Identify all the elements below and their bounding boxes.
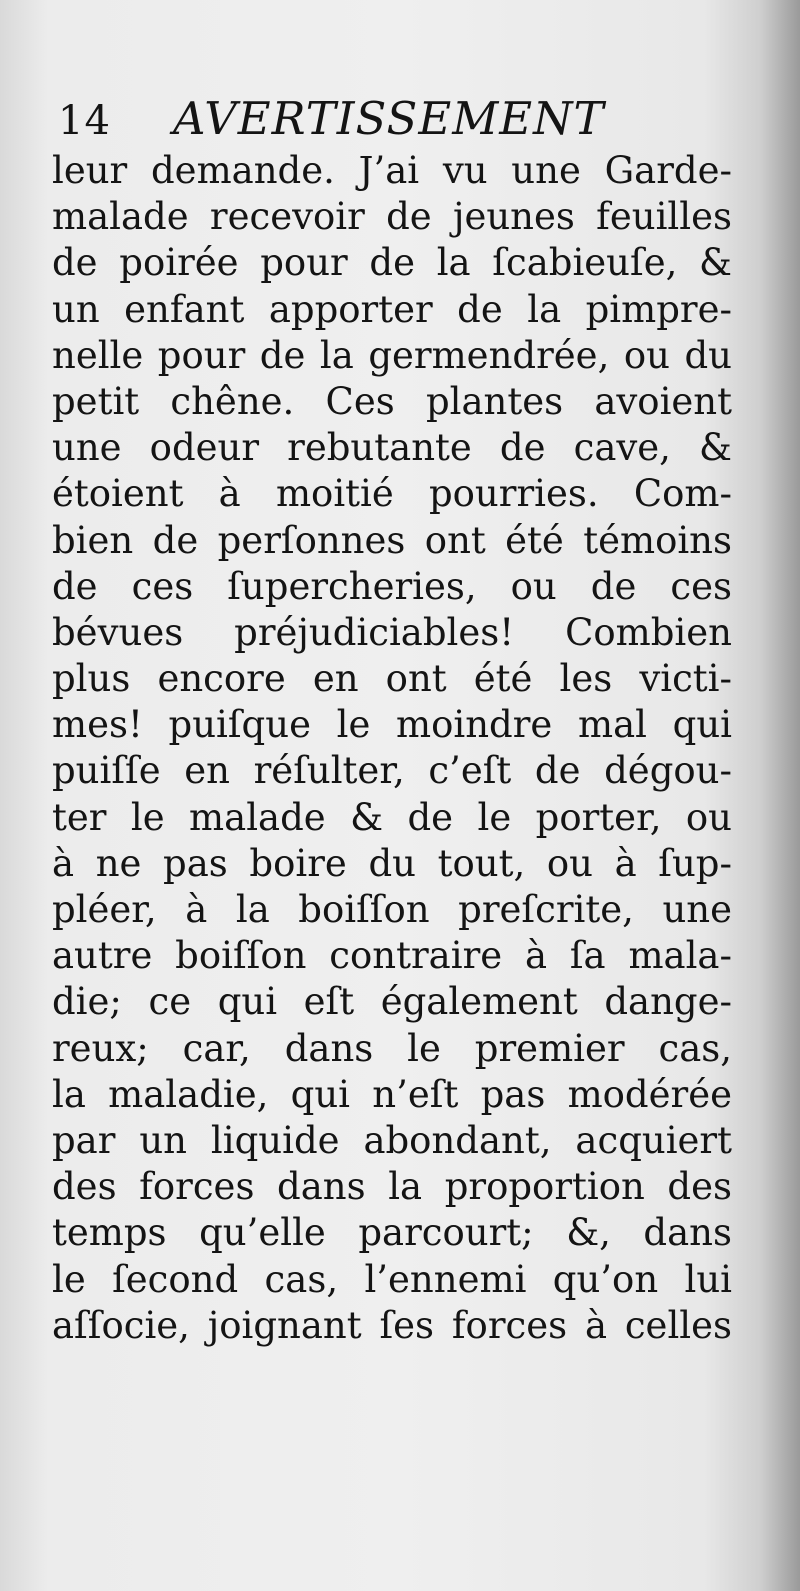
text-line: reux; car, dans le premier cas, [52,1026,732,1070]
text-line: nelle pour de la germendrée, ou du [52,333,732,377]
text-line: une odeur rebutante de cave, & [52,426,732,470]
text-line: puiſſe en réſulter, c’eſt de dégou- [52,749,732,793]
text-line: petit chêne. Ces plantes avoient [52,379,732,423]
text-line: die; ce qui eſt également dange- [52,980,732,1024]
text-line: étoient à moitié pourries. Com- [52,472,732,516]
text-line: un enfant apporter de la pimpre- [52,287,732,331]
text-line: mes! puiſque le moindre mal qui [52,703,732,747]
text-line: temps qu’elle parcourt; &, dans [52,1211,732,1255]
page-number: 14 [58,98,111,144]
text-line: à ne pas boire du tout, ou à ſup- [52,841,732,885]
text-line: de ces ſupercheries, ou de ces [52,564,732,608]
text-line: leur demande. J’ai vu une Garde- [52,149,732,192]
text-line: malade recevoir de jeunes feuilles [52,195,732,239]
text-line: ter le malade & de le porter, ou [52,795,732,839]
text-line: des forces dans la proportion des [52,1165,732,1209]
text-line: pléer, à la boiſſon preſcrite, une [52,888,732,931]
running-title: AVERTISSEMENT [173,92,605,145]
text-line: la maladie, qui n’eſt pas modérée [52,1072,732,1116]
text-line: bien de perſonnes ont été témoins [52,518,732,562]
text-line: autre boiſſon contraire à ſa mala- [52,934,732,978]
text-line: plus encore en ont été les victi- [52,657,732,701]
text-line: aſſocie, joignant ſes forces à celles [52,1303,732,1347]
text-line: par un liquide abondant, acquiert [52,1118,732,1162]
text-line: le ſecond cas, l’ennemi qu’on lui [52,1257,732,1301]
body-text [52,148,732,1349]
text-line: de poirée pour de la ſcabieuſe, & [52,241,732,285]
page-header [58,92,738,152]
text-line: bévues préjudiciables! Combien [52,610,732,654]
